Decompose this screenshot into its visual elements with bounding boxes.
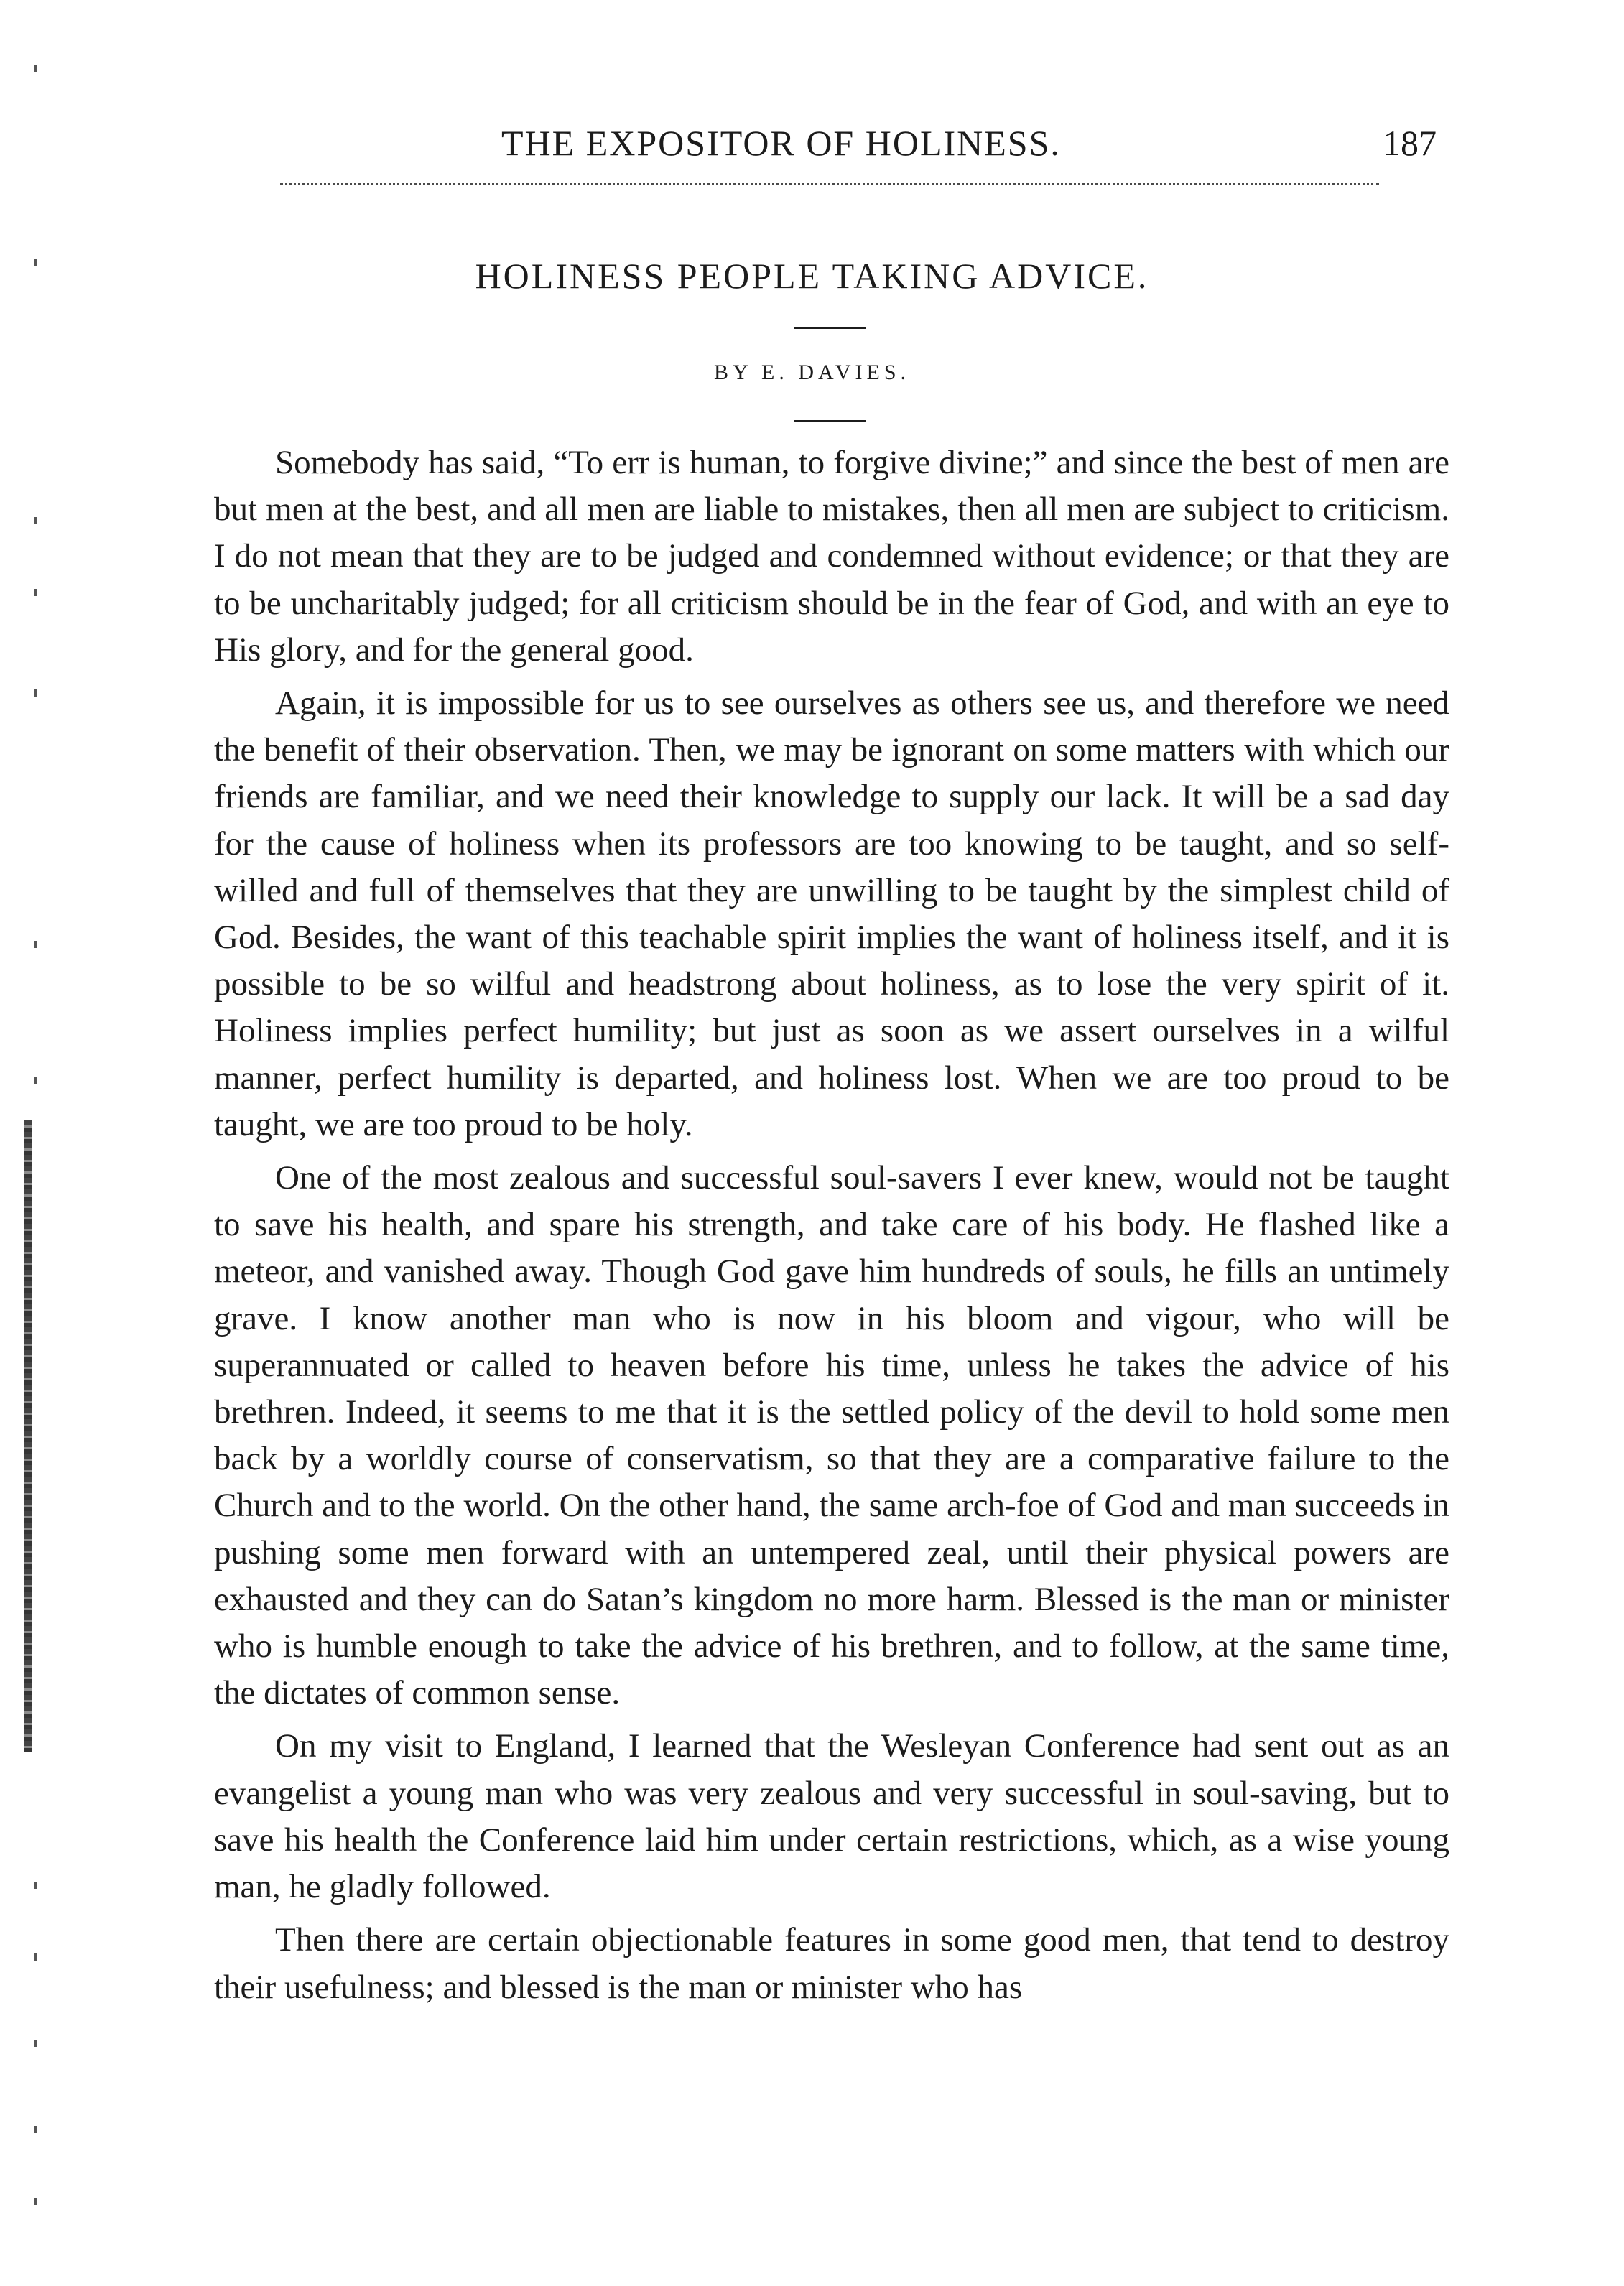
- byline-rule: [794, 420, 866, 422]
- running-head: [215, 122, 1437, 172]
- title-rule: [794, 327, 866, 329]
- article-title: HOLINESS PEOPLE TAKING ADVICE.: [475, 256, 1149, 296]
- header-rule: [280, 183, 1379, 185]
- paragraph: One of the most zealous and successful soul-savers I ever knew, would not be taught to save his health, and spare his strength, and take care of his body. He flashed like a meteor, and vanished away. Though God gave him hundreds of souls, he fills an untimely grave. I know another man who is now in his bloom and vigour, who will be superannuated or called to heaven before his time, unless he takes the advice of his brethren. Indeed, it seems to me that it is the settled policy of the devil to hold some men back by a worldly course of conservatism, so that they are a comparative failure to the Church and to the world. On the other hand, the same arch-foe of God and man succeeds in pushing some men forward with an untempered zeal, until their physical powers are exhausted and they can do Satan’s kingdom no more harm. Blessed is the man or minister who is humble enough to take the advice of his brethren, and to follow, at the same time, the dictates of common sense.: [214, 1159, 1449, 1712]
- binding-edge-shadow: [24, 1120, 32, 1752]
- paragraph: Somebody has said, “To err is human, to forgive divine;” and since the best of men are but men at the best, and all men are liable to mistakes, then all men are subject to criticism. I do not mean that they are to be judged and condemned without evidence; or that they are to be uncharitably judged; for all criticism should be in the fear of God, and with an eye to His glory, and for the general good.: [214, 444, 1449, 669]
- byline: BY E. DAVIES.: [713, 361, 910, 384]
- paragraph: On my visit to England, I learned that the Wesleyan Conference had sent out as an evangelist a young man who was very zealous and very successful in soul-saving, but to save his health the Conference laid him under certain restrictions, which, as a wise young man, he gladly followed.: [214, 1727, 1449, 1906]
- running-title: THE EXPOSITOR OF HOLINESS.: [501, 123, 1061, 163]
- paragraph: Then there are certain objectionable features in some good men, that tend to destroy their usefulness; and blessed is the man or minister who has: [214, 1921, 1449, 2006]
- article-body: [214, 440, 1449, 2017]
- paragraph: Again, it is impossible for us to see ourselves as others see us, and therefore we need the benefit of their observation. Then, we may be ignorant on some matters with which our friends are familiar, and we need their knowledge to supply our lack. It will be a sad day for the cause of holiness when its professors are too knowing to be taught, and so self-willed and full of themselves that they are unwilling to be taught by the simplest child of God. Besides, the want of this teachable spirit implies the want of holiness itself, and it is possible to be so wilful and headstrong about holiness, as to lose the very spirit of it. Holiness implies perfect humility; but just as soon as we assert ourselves in a wilful manner, perfect humility is departed, and holiness lost. When we are too proud to be taught, we are too proud to be holy.: [214, 684, 1449, 1143]
- page-number: 187: [1383, 123, 1437, 163]
